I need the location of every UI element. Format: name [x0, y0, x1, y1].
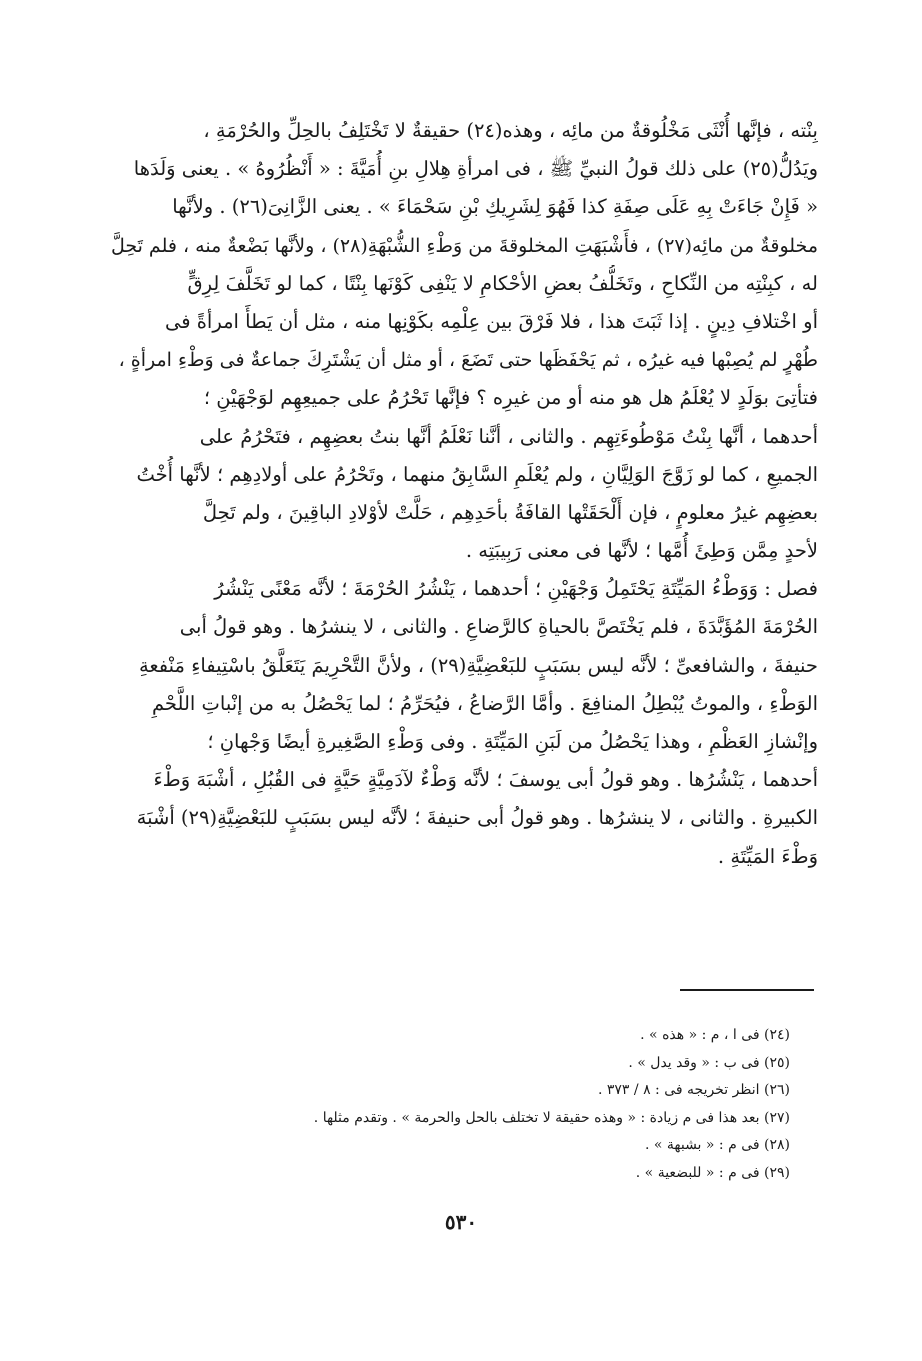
text-line: بِنْته ، فإنَّها أُنْثَى مَخْلُوقةٌ من مائِه ، وهذه(٢٤) حقيقةٌ لا تَخْتَلِفُ بالحِلِّ والحُرْمَةِ ،	[203, 119, 818, 142]
text-line: الجميعِ ، كما لو زَوَّجَ الوَلِيَّانِ ، ولم يُعْلَمِ السَّابِقُ منهما ، وتَحْرُمُ على أولادِهِم ؛ لأنَّها أُخْتُ	[136, 462, 818, 486]
text-line: طُهْرٍ لم يُصِبْها فيه غيرُه ، ثم يَحْفَظَها حتى تَضَعَ ، أو مثل أن يَشْتَرِكَ جماعةٌ فى وَطْءِ امرأةٍ ،	[118, 349, 818, 372]
footnote: (٢٧) بعد هذا فى م زيادة : « وهذه حقيقة لا تختلف بالحل والحرمة » . وتقدم مثلها .	[313, 1109, 790, 1126]
text-line: حنيفةَ ، والشافعىِّ ؛ لأنَّه ليس بسَبَبٍ للبَعْضِيَّةِ(٢٩) ، ولأنَّ التَّحْرِيمَ يَتَعَلَّقُ باسْتِيفاءِ مَنْفعةِ	[138, 653, 818, 677]
text-line: أحدهما ، أنَّها بِنْتُ مَوْطُوءَتِهِم . والثانى ، أنَّنا نَعْلَمُ أنَّها بنتُ بعضِهِم ، فتَحْرُمُ على	[199, 424, 818, 448]
section-heading-line: فصل : وَوَطْءُ المَيِّتَةِ يَحْتَمِلُ وَجْهَيْنِ ؛ أحدهما ، يَنْشُرُ الحُرْمَةَ ؛ لأنَّه مَعْنًى يَنْشُرُ	[214, 577, 818, 601]
main-text	[104, 112, 818, 876]
text-line: بعضِهِم غيرُ معلومٍ ، فإن أَلْحَقَتْها القافَةُ بأحَدِهِم ، حَلَّتْ لأوْلادِ الباقِينَ ، ولم تَحِلَّ	[202, 500, 818, 524]
footnote: (٢٤) فى ا ، م : « هذه » .	[640, 1027, 790, 1043]
text-line: « فَإِنْ جَاءَتْ بِهِ عَلَى صِفَةِ كذا فَهُوَ لِشَرِيكِ بْنِ سَحْمَاءَ » . يعنى الزَّانِىَ(٢٦) . ولأنَّها	[172, 195, 818, 219]
text-line: ويَدُلُّ(٢٥) على ذلك قولُ النبيِّ ﷺ ، فى امرأةِ هِلالِ بنِ أُمَيَّةَ : « أَنْظُرُوهُ » . يعنى وَلَدَها	[133, 157, 818, 181]
page-number: ٥٣٠	[444, 1210, 478, 1234]
footnotes	[250, 1022, 790, 1187]
footnote: (٢٩) فى م : « للبضعية » .	[635, 1164, 790, 1181]
text-line: الحُرْمَةَ المُؤَبَّدَةَ ، فلم يَخْتَصَّ بالحياةِ كالرَّضاعِ . والثانى ، لا ينشرُها . وهو قولُ أبى	[179, 615, 818, 639]
text-line: وإنْشازِ العَظْمِ ، وهذا يَحْصُلُ من لَبَنِ المَيِّتَةِ . وفى وَطْءِ الصَّغِيرةِ أيضًا وَجْهانِ ؛	[207, 730, 818, 753]
text-line: وَطْءَ المَيِّتَةِ .	[717, 844, 818, 868]
footnote-divider	[680, 989, 814, 991]
footnote: (٢٨) فى م : « بشبهة » .	[644, 1137, 790, 1153]
footnote: (٢٥) فى ب : « وقد يدل » .	[628, 1054, 790, 1071]
text-line: لأحدٍ مِمَّن وَطِئَ أُمَّها ؛ لأنَّها فى معنى رَبِيبَتِه .	[465, 539, 818, 563]
footnote: (٢٦) انظر تخريجه فى : ٨ / ٣٧٣ .	[597, 1082, 790, 1098]
text-line: فتأتِىَ بوَلَدٍ لا يُعْلَمُ هل هو منه أو من غيرِه ؟ فإنَّها تَحْرُمُ على جميعِهِم لوَجْهَيْنِ ؛	[203, 386, 818, 410]
text-line: أحدهما ، يَنْشُرُها . وهو قولُ أبى يوسفَ ؛ لأنَّه وَطْءٌ لآدَمِيَّةٍ حَيَّةٍ فى القُبُلِ ، أشْبَهَ وَطْءَ	[153, 768, 818, 792]
text-line: أو اخْتلافِ دِينٍ . إذا ثَبَتَ هذا ، فلا فَرْقَ بين عِلْمِه بكَوْنِها منه ، مثل أن يَطأَ امرأةً فى	[164, 309, 818, 333]
text-line: الكبيرةِ . والثانى ، لا ينشرُها . وهو قولُ أبى حنيفةَ ؛ لأنَّه ليس بسَبَبٍ للبَعْضِيَّةِ(٢٩) أشْبَهَ	[136, 806, 818, 830]
text-line: الوَطْءِ ، والموتُ يُبْطِلُ المنافِعَ . وأمَّا الرَّضاعُ ، فيُحَرِّمُ ؛ لما يَحْصُلُ به من إنْباتِ اللَّحْمِ	[151, 691, 818, 715]
text-line: له ، كبِنْتِه من النِّكاحِ ، وتَخَلُّفُ بعضِ الأحْكامِ لا يَنْفِى كَوْنَها بِنْتًا ، كما لو تَخَلَّفَ لِرِقٍّ	[187, 271, 818, 295]
text-line: مخلوقةٌ من مائِه(٢٧) ، فأَشْبَهَتِ المخلوقةَ من وَطْءِ الشُّبْهَةِ(٢٨) ، ولأنَّها بَضْعةٌ منه ، فلم تَحِلَّ	[110, 234, 818, 257]
